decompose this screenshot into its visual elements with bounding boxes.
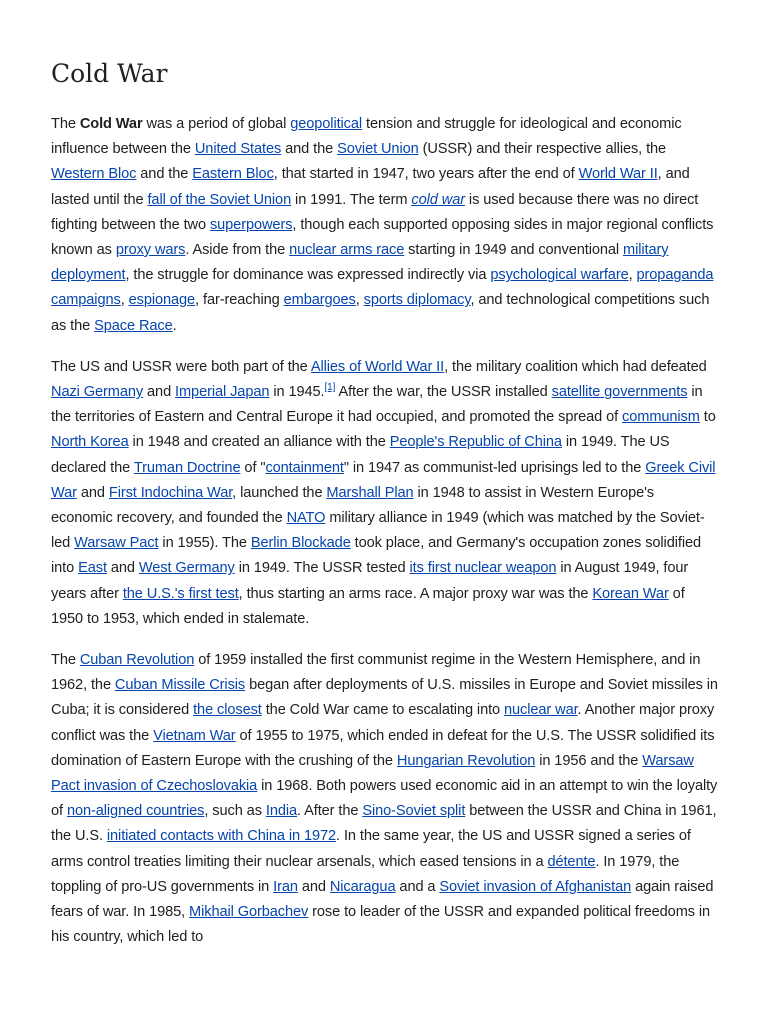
text-run: in 1948 and created an alliance with the xyxy=(128,434,390,451)
text-run: of 1950 to 1953, which ended in stalemate. xyxy=(51,585,685,627)
article-link[interactable]: NATO xyxy=(286,510,326,527)
text-run: , the struggle for dominance was expressed indirectly via xyxy=(125,267,491,284)
text-run: , that started in 1947, two years after the end of xyxy=(273,166,579,183)
text-run: took place, and Germany's occupation zones solidified into xyxy=(51,535,701,577)
article-link[interactable]: Greek Civil War xyxy=(51,459,716,501)
article-link[interactable]: People's Republic of China xyxy=(389,434,562,451)
text-run: to xyxy=(699,409,716,426)
article-paragraph xyxy=(51,355,718,632)
text-run: in 1956 and the xyxy=(535,752,643,769)
article-link[interactable]: superpowers xyxy=(209,216,293,233)
text-run: again raised fears of war. In 1985, xyxy=(51,878,714,921)
text-run: military alliance in 1949 (which was matched by the Soviet-led xyxy=(51,510,705,552)
article-link[interactable]: Marshall Plan xyxy=(326,484,414,501)
text-run: and the xyxy=(136,166,193,183)
text-run: began after deployments of U.S. missiles in Europe and Soviet missiles in Cuba; it is considered xyxy=(51,677,718,719)
text-run: and a xyxy=(395,878,440,895)
bold-term: Cold War xyxy=(79,116,143,132)
article-link[interactable]: non-aligned countries xyxy=(66,803,205,820)
article-link[interactable]: psychological warfare xyxy=(490,267,629,284)
article-link[interactable]: Cuban Missile Crisis xyxy=(114,677,246,694)
article-link[interactable]: Korean War xyxy=(592,585,669,602)
article-link[interactable]: nuclear war xyxy=(504,702,578,719)
article-link[interactable]: Iran xyxy=(273,878,298,895)
text-run: in 1949. The USSR tested xyxy=(234,560,410,577)
article-link[interactable]: Warsaw Pact invasion of Czechoslovakia xyxy=(51,752,694,795)
text-run: . After the xyxy=(297,803,363,820)
text-run: , thus starting an arms race. A major proxy war was the xyxy=(238,585,593,602)
text-run: and xyxy=(297,878,330,895)
article-link[interactable]: United States xyxy=(194,141,282,158)
article-link[interactable]: containment xyxy=(265,459,344,476)
text-run: in 1949. The US declared the xyxy=(51,434,670,476)
text-run: in 1945. xyxy=(269,384,325,401)
article-link[interactable]: Space Race xyxy=(94,317,173,334)
text-run: After the war, the USSR installed xyxy=(335,384,552,401)
article-link[interactable]: World War II xyxy=(578,166,658,183)
text-run: . In the same year, the US and USSR signed a series of arms control treaties limiting their nuclear arsenals, which eased tensions in a xyxy=(51,828,691,870)
text-run: between the USSR and China in 1961, the U.S. xyxy=(51,803,717,845)
article-link[interactable]: fall of the Soviet Union xyxy=(147,191,292,208)
article-link[interactable]: the closest xyxy=(193,702,262,719)
article-link[interactable]: Eastern Bloc xyxy=(192,166,274,183)
article-link[interactable]: cold war xyxy=(411,191,465,208)
article-body xyxy=(51,112,718,951)
article-link[interactable]: sports diplomacy xyxy=(363,292,471,309)
text-run: starting in 1949 and conventional xyxy=(404,242,624,259)
article-link[interactable]: Nicaragua xyxy=(329,878,396,895)
citation-link[interactable]: [1] xyxy=(324,382,336,394)
text-run: , and lasted until the xyxy=(51,166,690,208)
article-link[interactable]: West Germany xyxy=(138,560,235,577)
text-run: , launched the xyxy=(232,484,327,501)
text-run: of 1955 to 1975, which ended in defeat for the U.S. The USSR solidified its domination of Eastern Europe with the crushing of the xyxy=(51,727,715,769)
article-paragraph xyxy=(51,112,718,339)
text-run: , though each supported opposing sides in major regional conflicts known as xyxy=(51,216,714,259)
article-link[interactable]: military deployment xyxy=(51,242,669,284)
text-run: , such as xyxy=(204,803,266,820)
text-run: of 1959 installed the first communist regime in the Western Hemisphere, and in 1962, the xyxy=(51,652,701,694)
article-link[interactable]: initiated contacts with China in 1972 xyxy=(106,828,337,845)
text-run: and the xyxy=(281,141,338,158)
page-title: Cold War xyxy=(51,59,168,88)
article-content xyxy=(51,56,718,967)
reference-superscript xyxy=(324,382,335,393)
article-link[interactable]: Soviet invasion of Afghanistan xyxy=(439,878,632,895)
article-link[interactable]: First Indochina War xyxy=(108,484,233,501)
text-run: in 1991. The term xyxy=(291,191,412,208)
article-link[interactable]: Soviet Union xyxy=(337,141,419,158)
text-run: is used because there was no direct fighting between the two xyxy=(51,191,699,233)
article-link[interactable]: Imperial Japan xyxy=(175,384,270,401)
text-run: was a period of global xyxy=(142,116,291,132)
article-link[interactable]: Sino-Soviet split xyxy=(362,803,466,820)
text-run: The xyxy=(51,652,80,669)
text-run: . xyxy=(172,317,177,334)
text-run: in 1955). The xyxy=(158,535,251,552)
text-run: , and technological competitions such as the xyxy=(51,292,710,334)
text-run: in August 1949, four years after xyxy=(51,560,689,602)
text-run: and xyxy=(76,484,109,501)
article-link[interactable]: Vietnam War xyxy=(153,727,236,744)
article-link[interactable]: the U.S.'s first test xyxy=(122,585,239,602)
article-link[interactable]: espionage xyxy=(128,292,196,309)
article-link[interactable]: satellite governments xyxy=(551,384,688,401)
article-link[interactable]: its first nuclear weapon xyxy=(409,560,557,577)
text-run: of " xyxy=(240,459,266,476)
text-run: in 1968. Both powers used economic aid in an attempt to win the loyalty of xyxy=(51,778,718,820)
text-run: the Cold War came to escalating into xyxy=(261,702,505,719)
text-run: . Another major proxy conflict was the xyxy=(51,702,715,744)
article-link[interactable]: Cuban Revolution xyxy=(79,652,195,669)
article-link[interactable]: East xyxy=(78,560,107,577)
article-link[interactable]: nuclear arms race xyxy=(289,242,405,259)
text-run: The xyxy=(51,116,80,132)
text-run: , far-reaching xyxy=(195,292,284,309)
text-run: , xyxy=(628,267,637,284)
article-link[interactable]: Nazi Germany xyxy=(51,384,144,401)
text-run: in 1948 to assist in Western Europe's economic recovery, and founded the xyxy=(51,484,655,527)
article-link[interactable]: proxy wars xyxy=(115,242,186,259)
article-link[interactable]: Truman Doctrine xyxy=(133,459,241,476)
article-link[interactable]: Western Bloc xyxy=(51,166,137,183)
text-run: tension and struggle for ideological and economic influence between the xyxy=(51,116,682,158)
text-run: in the territories of Eastern and Central Europe it had occupied, and promoted the spread of xyxy=(51,384,703,426)
text-run: (USSR) and their respective allies, the xyxy=(418,141,667,158)
text-run: , xyxy=(120,292,129,309)
article-link[interactable]: Warsaw Pact xyxy=(74,535,159,552)
article-link[interactable]: Mikhail Gorbachev xyxy=(189,904,309,921)
article-link[interactable]: détente xyxy=(547,853,596,870)
text-run: . In 1979, the toppling of pro-US governments in xyxy=(51,853,680,895)
article-link[interactable]: embargoes xyxy=(283,292,356,309)
text-run: . Aside from the xyxy=(185,242,290,259)
article-link[interactable]: propaganda campaigns xyxy=(51,267,714,309)
text-run: , xyxy=(355,292,364,309)
article-link[interactable]: geopolitical xyxy=(290,116,363,132)
text-run: rose to leader of the USSR and expanded political freedoms in his country, which led to xyxy=(51,904,711,946)
text-run: " in 1947 as communist-led uprisings led to the xyxy=(343,459,646,476)
text-run: and xyxy=(106,560,139,577)
text-run: The US and USSR were both part of the xyxy=(51,358,311,375)
article-link[interactable]: North Korea xyxy=(51,434,129,451)
article-link[interactable]: communism xyxy=(622,409,700,426)
article-paragraph xyxy=(51,648,718,950)
article-link[interactable]: India xyxy=(265,803,298,820)
article-link[interactable]: Berlin Blockade xyxy=(250,535,351,552)
article-link[interactable]: Allies of World War II xyxy=(310,358,445,375)
text-run: and xyxy=(143,384,176,401)
article-link[interactable]: Hungarian Revolution xyxy=(396,752,536,769)
text-run: , the military coalition which had defeated xyxy=(444,358,707,375)
